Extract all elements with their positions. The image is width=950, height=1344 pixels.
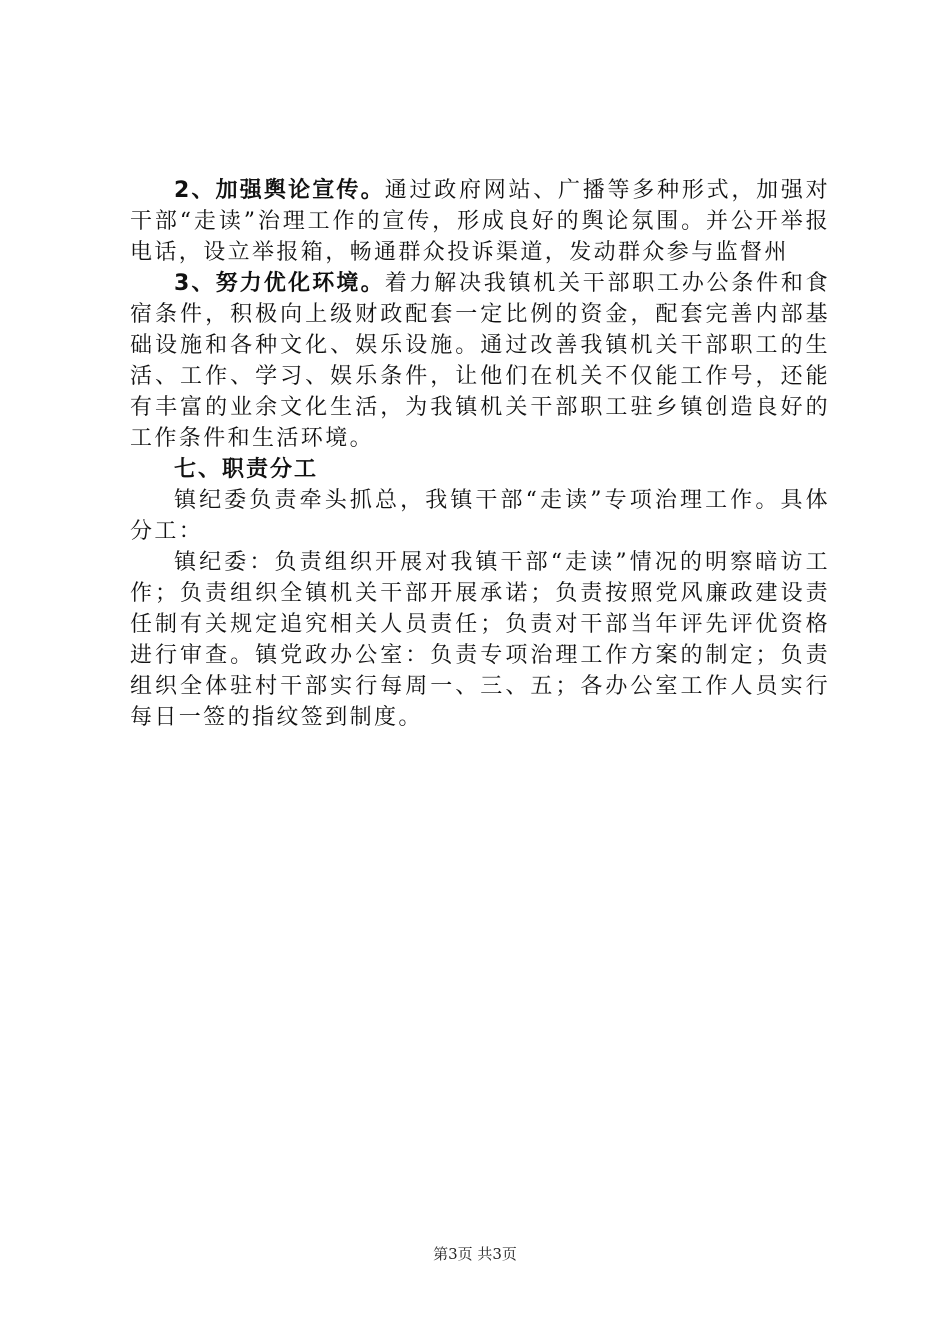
section-lead: 3、努力优化环境。 xyxy=(174,271,385,296)
section-lead: 2、加强舆论宣传。 xyxy=(174,178,385,203)
section-text: 着力解决我镇机关干部职工办公条件和食宿条件，积极向上级财政配套一定比例的资金，配套完善内部基础设施和各种文化、娱乐设施。通过改善我镇机关干部职工的生活、工作、学习、娱乐条件，让他们在机关不仅能工作号，还能有丰富的业余文化生活，为我镇机关干部职工驻乡镇创造良好的工作条件和生活环境。 xyxy=(130,271,831,451)
document-body xyxy=(130,175,830,733)
section-promotion xyxy=(130,175,830,268)
section-environment xyxy=(130,268,830,454)
section-text: 通过政府网站、广播等多种形式，加强对干部“走读”治理工作的宣传，形成良好的舆论氛围。并公开举报电话，设立举报箱，畅通群众投诉渠道，发动群众参与监督州 xyxy=(130,178,831,265)
body-paragraph: 镇纪委：负责组织开展对我镇干部“走读”情况的明察暗访工作；负责组织全镇机关干部开展承诺；负责按照党风廉政建设责任制有关规定追究相关人员责任；负责对干部当年评先评优资格进行审查。镇党政办公室：负责专项治理工作方案的制定；负责组织全体驻村干部实行每周一、三、五；各办公室工作人员实行每日一签的指纹签到制度。 xyxy=(130,550,830,730)
page-number-footer: 第3页 共3页 xyxy=(433,1245,517,1263)
section-heading: 七、职责分工 xyxy=(174,457,319,482)
body-paragraph: 镇纪委负责牵头抓总，我镇干部“走读”专项治理工作。具体分工： xyxy=(130,488,830,544)
